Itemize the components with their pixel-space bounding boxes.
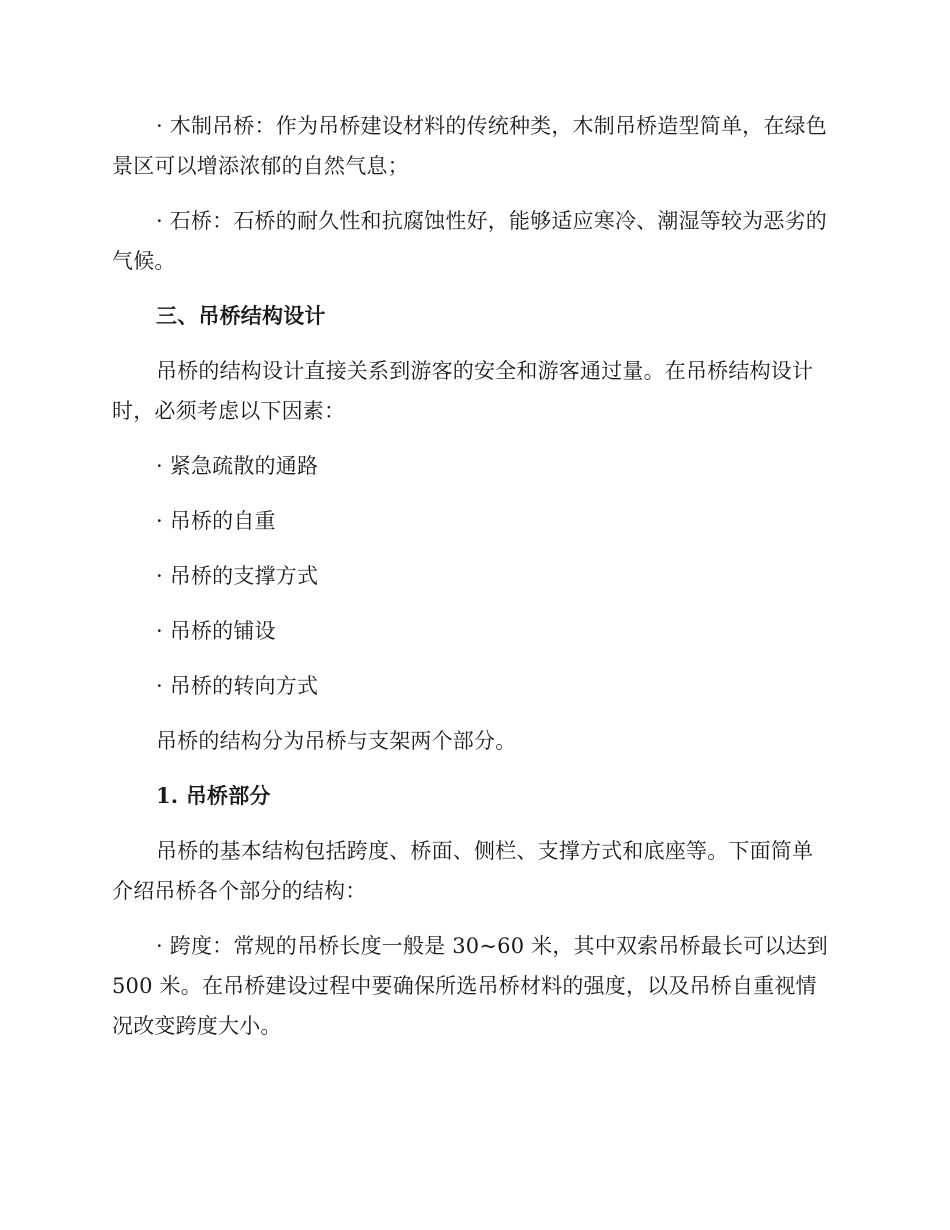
bullet-wooden-bridge: · 木制吊桥：作为吊桥建设材料的传统种类，木制吊桥造型简单，在绿色景区可以增添浓郁的自然气息； (112, 114, 827, 178)
paragraph-design-factors: 吊桥的结构设计直接关系到游客的安全和游客通过量。在吊桥结构设计时，必须考虑以下因素： (112, 359, 814, 423)
bullet-support-method: · 吊桥的支撑方式 (156, 564, 319, 588)
document-body (112, 106, 832, 1061)
bullet-stone-bridge: · 石桥：石桥的耐久性和抗腐蚀性好，能够适应寒冷、潮湿等较为恶劣的气候。 (112, 209, 827, 273)
bullet-self-weight: · 吊桥的自重 (156, 509, 276, 533)
bullet-turning-method: · 吊桥的转向方式 (156, 674, 319, 698)
bullet-paving: · 吊桥的铺设 (156, 619, 276, 643)
subheading-bridge-part: 1. 吊桥部分 (156, 783, 271, 808)
paragraph-basic-structure: 吊桥的基本结构包括跨度、桥面、侧栏、支撑方式和底座等。下面简单介绍吊桥各个部分的结构： (112, 839, 814, 903)
section-heading-structure-design: 三、吊桥结构设计 (156, 303, 326, 328)
bullet-span: · 跨度：常规的吊桥长度一般是 30~60 米，其中双索吊桥最长可以达到 500 米。在吊桥建设过程中要确保所选吊桥材料的强度，以及吊桥自重视情况改变跨度大小。 (112, 934, 828, 1038)
bullet-emergency-exit: · 紧急疏散的通路 (156, 454, 319, 478)
paragraph-structure-parts: 吊桥的结构分为吊桥与支架两个部分。 (156, 729, 517, 753)
